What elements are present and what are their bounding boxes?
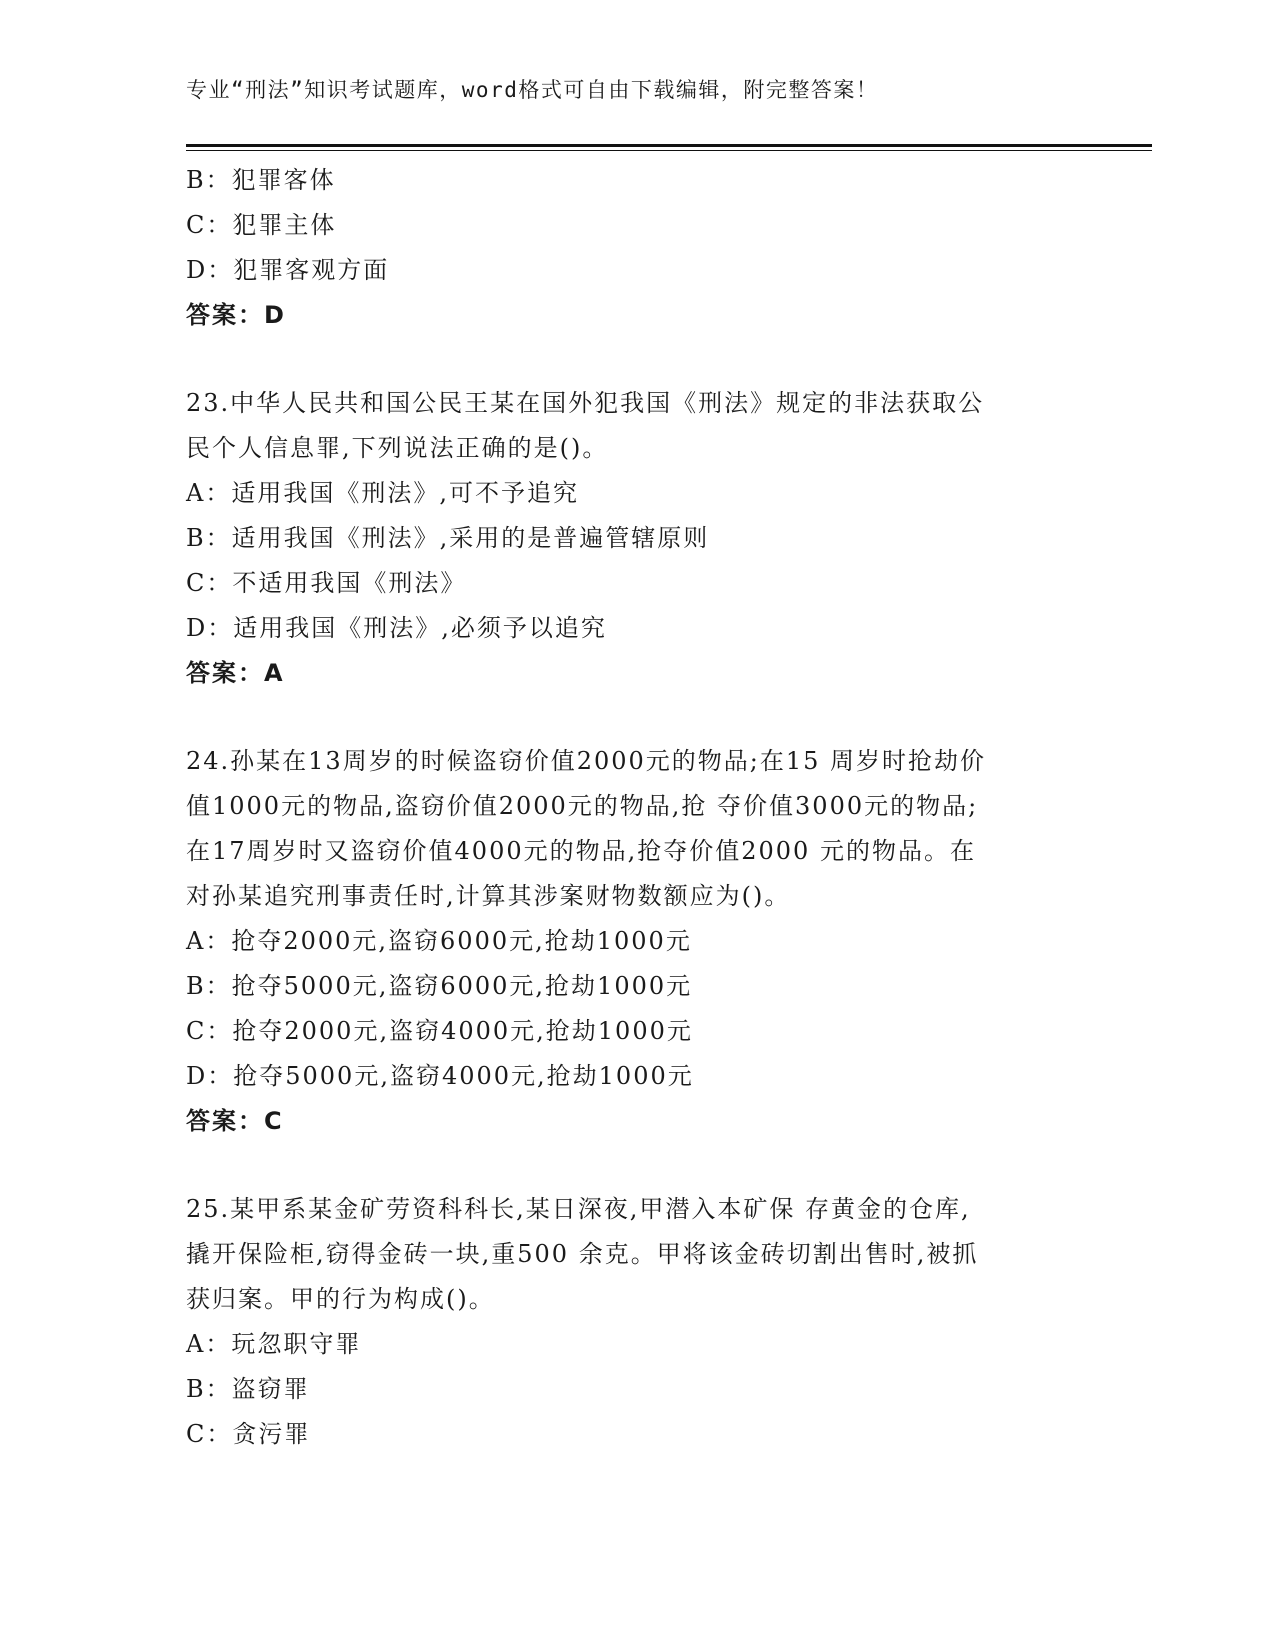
header-rule-thin — [186, 150, 1152, 151]
question-stem-line: 对孙某追究刑事责任时,计算其涉案财物数额应为()。 — [186, 882, 791, 910]
option-b: B：适用我国《刑法》,采用的是普遍管辖原则 — [186, 524, 710, 552]
option-d: D：适用我国《刑法》,必须予以追究 — [186, 614, 607, 642]
question-stem-line: 民个人信息罪,下列说法正确的是()。 — [186, 434, 609, 462]
option-a: A：适用我国《刑法》,可不予追究 — [186, 479, 579, 507]
header-rule-thick — [186, 144, 1152, 147]
answer-line: 答案：A — [186, 659, 285, 687]
question-stem-line: 值1000元的物品,盗窃价值2000元的物品,抢 夺价值3000元的物品; — [186, 792, 979, 820]
option-d: D：犯罪客观方面 — [186, 256, 390, 284]
question-stem-line: 在17周岁时又盗窃价值4000元的物品,抢夺价值2000 元的物品。在 — [186, 837, 976, 865]
question-stem-line: 23.中华人民共和国公民王某在国外犯我国《刑法》规定的非法获取公 — [186, 389, 985, 417]
option-a: A：抢夺2000元,盗窃6000元,抢劫1000元 — [186, 927, 692, 955]
option-b: B：抢夺5000元,盗窃6000元,抢劫1000元 — [186, 972, 693, 1000]
question-gap — [186, 338, 1086, 381]
option-c: C：贪污罪 — [186, 1420, 311, 1448]
question-stem-line: 24.孙某在13周岁的时候盗窃价值2000元的物品;在15 周岁时抢劫价 — [186, 747, 987, 775]
option-b: B：犯罪客体 — [186, 166, 336, 194]
question-25 — [186, 1187, 1086, 1457]
option-c: C：不适用我国《刑法》 — [186, 569, 467, 597]
option-b: B：盗窃罪 — [186, 1375, 310, 1403]
question-stem-line: 撬开保险柜,窃得金砖一块,重500 余克。甲将该金砖切割出售时,被抓 — [186, 1240, 979, 1268]
question-22-tail — [186, 158, 1086, 338]
question-content — [186, 158, 1086, 1457]
option-c: C：抢夺2000元,盗窃4000元,抢劫1000元 — [186, 1017, 693, 1045]
option-c: C：犯罪主体 — [186, 211, 337, 239]
option-a: A：玩忽职守罪 — [186, 1330, 362, 1358]
page-header: 专业“刑法”知识考试题库，word格式可自由下载编辑，附完整答案！ — [186, 78, 879, 102]
answer-line: 答案：C — [186, 1107, 284, 1135]
answer-line: 答案：D — [186, 301, 286, 329]
question-stem-line: 25.某甲系某金矿劳资科科长,某日深夜,甲潜入本矿保 存黄金的仓库, — [186, 1195, 971, 1223]
question-23 — [186, 381, 1086, 696]
question-gap — [186, 696, 1086, 739]
question-stem-line: 获归案。甲的行为构成()。 — [186, 1285, 495, 1313]
question-24 — [186, 739, 1086, 1144]
option-d: D：抢夺5000元,盗窃4000元,抢劫1000元 — [186, 1062, 694, 1090]
question-gap — [186, 1144, 1086, 1187]
